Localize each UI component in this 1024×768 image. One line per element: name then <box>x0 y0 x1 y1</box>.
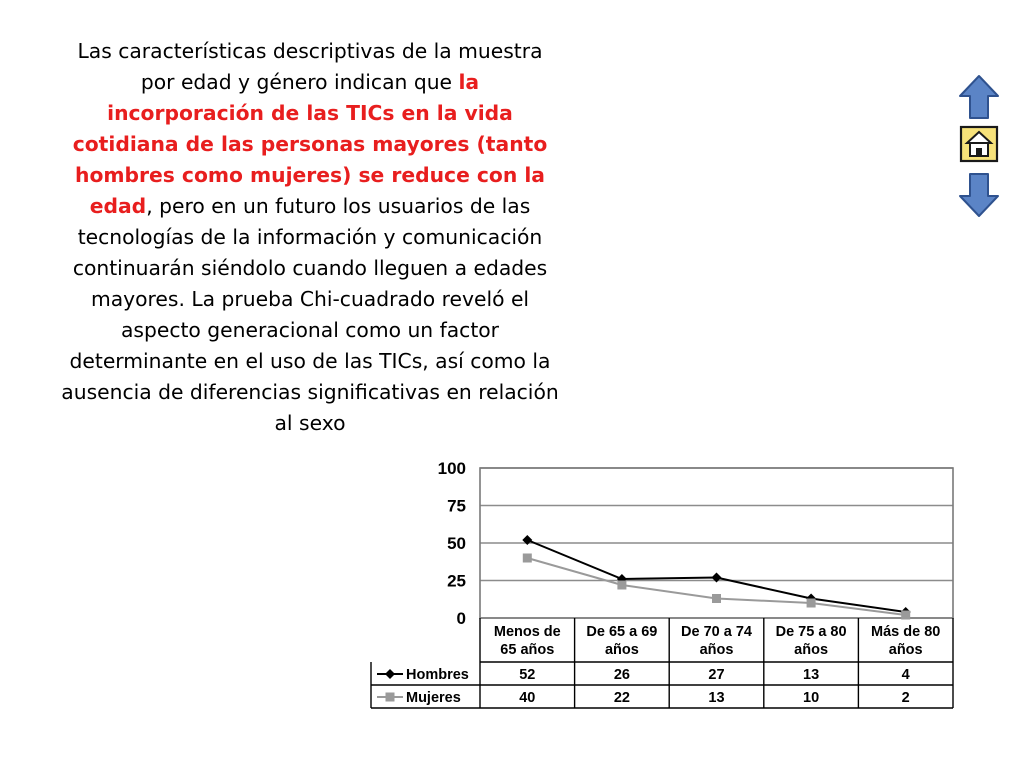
x-category-label: años <box>699 642 734 658</box>
x-category-label: Menos de <box>493 624 561 640</box>
y-tick-label: 0 <box>456 609 466 628</box>
data-point-mujeres <box>523 554 532 563</box>
x-category-label: años <box>794 642 829 658</box>
table-value: 26 <box>613 667 630 683</box>
arrow-down-icon <box>958 172 1000 218</box>
y-tick-label: 25 <box>447 571 466 591</box>
table-value: 2 <box>901 690 910 706</box>
x-category-label: De 65 a 69 <box>586 624 658 640</box>
home-icon <box>958 124 1000 164</box>
data-point-mujeres <box>807 599 816 608</box>
age-gender-chart <box>368 455 960 717</box>
table-value: 27 <box>708 667 725 683</box>
y-tick-label: 100 <box>437 459 466 478</box>
table-value: 10 <box>803 690 820 706</box>
paragraph-text-2: , pero en un futuro los usuarios de las tecnologías de la información y comunicación continuarán siéndolo cuando lleguen a edades mayores. La prueba Chi-cuadrado reveló el aspecto generacional como un factor determinante en el uso de las TICs, así como la ausencia de diferencias significativas en relación al sexo <box>61 194 559 435</box>
data-point-mujeres <box>712 594 721 603</box>
x-category-label: 65 años <box>500 642 555 658</box>
legend-marker <box>386 693 395 702</box>
x-category-label: Más de 80 <box>871 624 941 640</box>
paragraph-highlight: la incorporación de las TICs en la vida cotidiana de las personas mayores (tanto hombres como mujeres) se reduce con la edad <box>72 70 548 218</box>
nav-up-button[interactable] <box>958 74 1000 120</box>
series-line-mujeres <box>527 558 905 615</box>
nav-home-button[interactable] <box>958 124 1000 164</box>
table-value: 52 <box>519 667 536 683</box>
x-category-label: De 70 a 74 <box>681 624 752 640</box>
nav-down-button[interactable] <box>958 172 1000 218</box>
arrow-up-icon <box>958 74 1000 120</box>
x-category-label: De 75 a 80 <box>775 624 847 640</box>
y-tick-label: 75 <box>447 496 466 516</box>
legend-label: Mujeres <box>406 690 461 706</box>
x-category-label: años <box>604 642 639 658</box>
legend-marker <box>385 669 395 679</box>
paragraph-text-1: Las características descriptivas de la muestra por edad y género indican que <box>77 39 543 94</box>
table-value: 22 <box>613 690 630 706</box>
data-point-mujeres <box>901 611 910 620</box>
x-category-label: años <box>888 642 923 658</box>
data-point-mujeres <box>617 581 626 590</box>
y-tick-label: 50 <box>447 534 466 553</box>
legend-label: Hombres <box>406 667 469 683</box>
table-value: 13 <box>708 690 725 706</box>
table-value: 40 <box>519 690 536 706</box>
table-value: 13 <box>803 667 820 683</box>
table-value: 4 <box>901 667 910 683</box>
description-paragraph <box>60 36 560 439</box>
